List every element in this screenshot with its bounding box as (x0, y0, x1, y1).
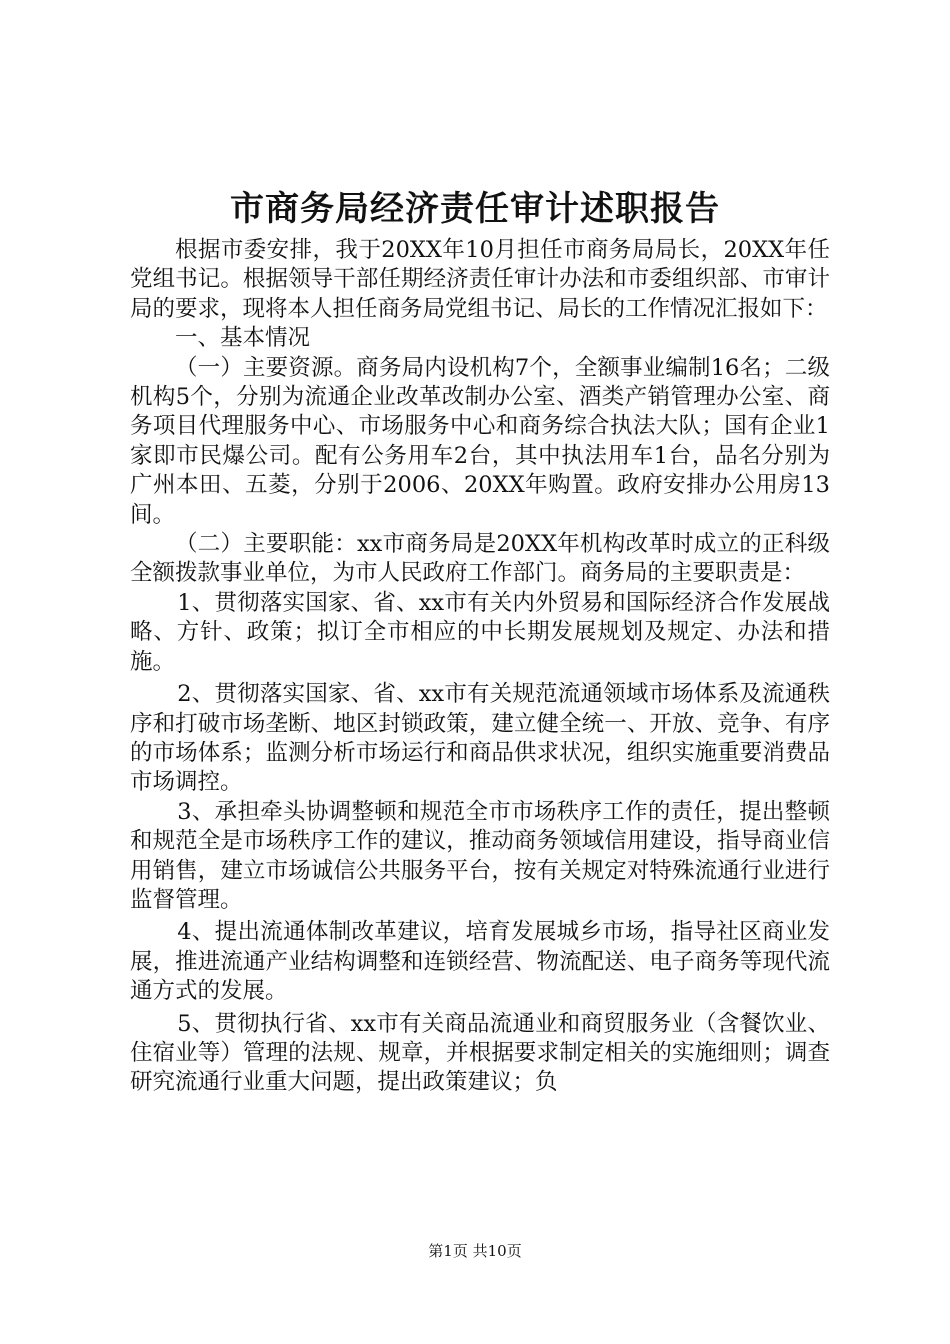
section-heading-basic-situation: 一、基本情况 (175, 325, 311, 352)
paragraph-intro: 根据市委安排，我于20XX年10月担任市商务局局长，20XX年任党组书记。根据领导干部任期经济责任审计办法和市委组织部、市审计局的要求，现将本人担任商务局党组书记、局长的工作情况汇报如下： (130, 237, 830, 322)
paragraph-duty-5: 5、贯彻执行省、xx市有关商品流通业和商贸服务业（含餐饮业、住宿业等）管理的法规、规章，并根据要求制定相关的实施细则；调查研究流通行业重大问题，提出政策建议；负 (130, 1010, 830, 1096)
document-title: 市商务局经济责任审计述职报告 (230, 189, 720, 229)
paragraph-duty-1: 1、贯彻落实国家、省、xx市有关内外贸易和国际经济合作发展战略、方针、政策；拟订全市相应的中长期发展规划及规定、办法和措施。 (130, 589, 830, 675)
page-footer: 第1页 共10页 (428, 1242, 522, 1260)
paragraph-duty-3: 3、承担牵头协调整顿和规范全市市场秩序工作的责任，提出整顿和规范全是市场秩序工作的建议，推动商务领域信用建设，指导商业信用销售，建立市场诚信公共服务平台，按有关规定对特殊流通行业进行监督管理。 (130, 798, 830, 913)
paragraph-duty-2: 2、贯彻落实国家、省、xx市有关规范流通领域市场体系及流通秩序和打破市场垄断、地区封锁政策，建立健全统一、开放、竞争、有序的市场体系；监测分析市场运行和商品供求状况，组织实施重要消费品市场调控。 (130, 681, 830, 796)
paragraph-main-functions: （二）主要职能：xx市商务局是20XX年机构改革时成立的正科级全额拨款事业单位，为市人民政府工作部门。商务局的主要职责是： (130, 531, 830, 587)
paragraph-duty-4: 4、提出流通体制改革建议，培育发展城乡市场，指导社区商业发展，推进流通产业结构调整和连锁经营、物流配送、电子商务等现代流通方式的发展。 (130, 919, 830, 1005)
paragraph-main-resources: （一）主要资源。商务局内设机构7个，全额事业编制16名；二级机构5个，分别为流通企业改革改制办公室、酒类产销管理办公室、商务项目代理服务中心、市场服务中心和商务综合执法大队；国有企业1家即市民爆公司。配有公务用车2台，其中执法用车1台，品名分别为广州本田、五菱，分别于2006、20XX年购置。政府安排办公用房13间。 (130, 354, 830, 528)
document-body (130, 236, 830, 1098)
